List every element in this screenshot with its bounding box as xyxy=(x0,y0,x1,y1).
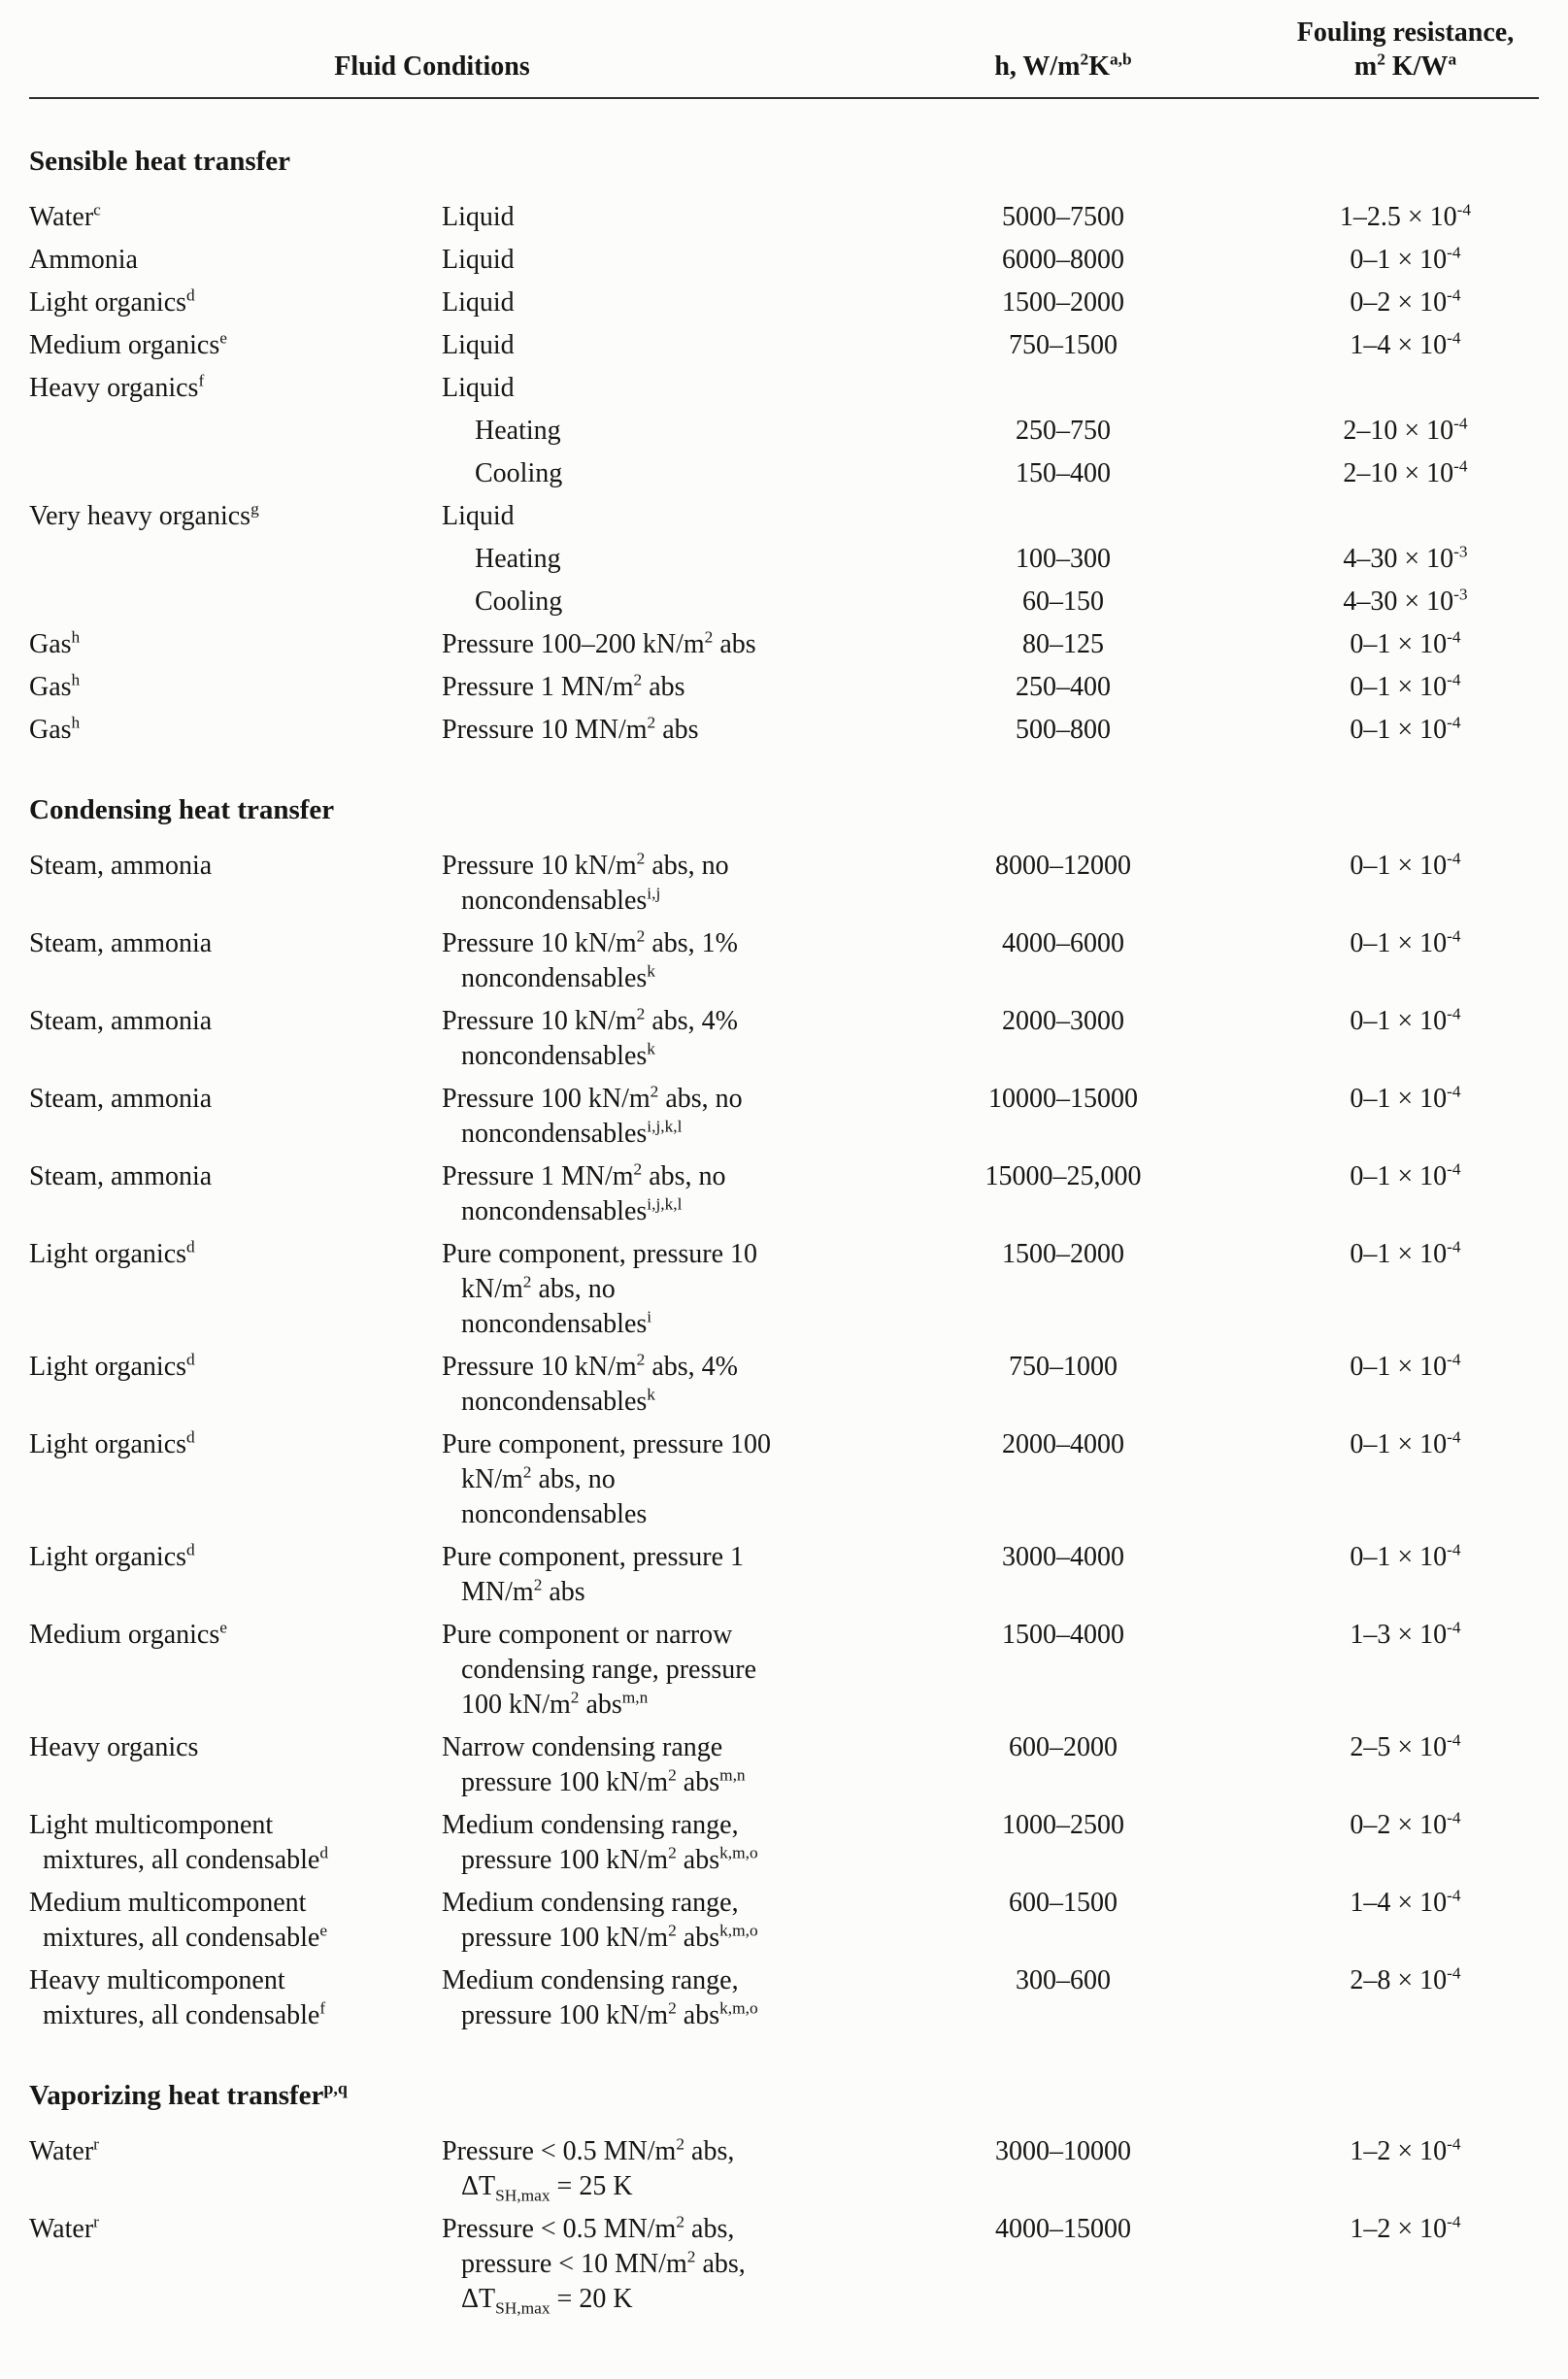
table-row xyxy=(29,1237,1539,1342)
table-row xyxy=(29,2212,1539,2317)
fouling-value-cell: $0-1 \times 10^{-4}$ xyxy=(1350,243,1461,275)
text-line: $\Delta T_{SH,max} = 25$ K xyxy=(461,2171,633,2205)
header-fouling-resistance xyxy=(1204,16,1539,84)
fouling-value-cell: $4-30 \times 10^{-3}$ xyxy=(1343,542,1468,574)
h-value-cell: 750–1000 xyxy=(1009,1352,1118,1382)
text-line: Pure component, pressure 100 xyxy=(442,1429,772,1459)
fouling-value-cell: $0-1 \times 10^{-4}$ xyxy=(1350,1350,1461,1382)
text-line: Very heavy organics$^g$ xyxy=(29,499,259,531)
condition-cell xyxy=(442,499,922,534)
table-row xyxy=(29,285,1539,320)
section-title: Sensible heat transfer xyxy=(29,146,291,177)
header-fluid-conditions: Fluid Conditions xyxy=(334,51,530,82)
text-line: pressure 100 $kN/m^2$ abs$^{m,n}$ xyxy=(461,1765,746,1797)
text-line: Medium organics$^e$ xyxy=(29,1618,227,1650)
text-line: pressure 100 $kN/m^2$ abs$^{k,m,o}$ xyxy=(461,1843,758,1875)
fouling-value-cell: $4-30 \times 10^{-3}$ xyxy=(1343,585,1468,617)
table-row xyxy=(29,1427,1539,1532)
fluid-cell xyxy=(29,1427,442,1462)
text-line: Gas$^h$ xyxy=(29,670,81,702)
fluid-cell xyxy=(29,1082,442,1117)
text-line: Pressure < 0.5 $MN/m^2$ abs, xyxy=(442,2134,735,2166)
fouling-value-cell: $0-1 \times 10^{-4}$ xyxy=(1350,1082,1461,1114)
h-value-cell: 300–600 xyxy=(1016,1965,1111,1995)
h-value-cell: 2000–3000 xyxy=(1002,1006,1124,1036)
condition-cell xyxy=(442,926,922,996)
text-line: Medium condensing range, xyxy=(442,1810,739,1840)
h-value-cell: 3000–4000 xyxy=(1002,1542,1124,1572)
condition-cell xyxy=(442,1237,922,1342)
table-row xyxy=(29,1618,1539,1723)
text-line: noncondensables$^{i,j,k,l}$ xyxy=(461,1117,683,1149)
condition-cell xyxy=(442,456,922,491)
h-value-cell: 5000–7500 xyxy=(1002,202,1124,232)
table-row xyxy=(29,926,1539,996)
h-value-cell: 500–800 xyxy=(1016,715,1111,745)
text-line: condensing range, pressure xyxy=(461,1655,757,1685)
text-line: Liquid xyxy=(442,501,515,531)
fluid-cell xyxy=(29,200,442,235)
condition-cell xyxy=(442,371,922,406)
condition-cell xyxy=(442,285,922,320)
text-line: Water$^r$ xyxy=(29,2212,99,2244)
h-value-cell: 1500–4000 xyxy=(1002,1620,1124,1650)
text-line: Liquid xyxy=(442,373,515,403)
text-line: Pressure 100 $kN/m^2$ abs, no xyxy=(442,1082,743,1114)
text-line: Liquid xyxy=(442,245,515,275)
text-line: Light organics$^d$ xyxy=(29,1237,195,1269)
condition-cell xyxy=(442,1004,922,1074)
condition-cell xyxy=(442,2212,922,2317)
condition-cell xyxy=(442,1886,922,1956)
text-line: Liquid xyxy=(442,202,515,232)
fluid-cell xyxy=(29,713,442,748)
text-line: Pressure 10 $kN/m^2$ abs, 1% xyxy=(442,926,738,958)
fluid-cell xyxy=(29,2212,442,2247)
table-row xyxy=(29,713,1539,748)
fluid-cell xyxy=(29,243,442,278)
text-line: Steam, ammonia xyxy=(29,928,213,958)
h-value-cell: 4000–15000 xyxy=(995,2214,1131,2244)
text-line: Ammonia xyxy=(29,245,138,275)
text-line: Liquid xyxy=(442,287,515,318)
text-line: noncondensables$^{i,j}$ xyxy=(461,884,661,916)
fluid-cell xyxy=(29,670,442,705)
fluid-cell xyxy=(29,926,442,961)
text-line: Gas$^h$ xyxy=(29,627,81,659)
text-line: pressure < 10 $MN/m^2$ abs, xyxy=(461,2247,746,2279)
text-line: mixtures, all condensable$^f$ xyxy=(43,1998,326,2030)
text-line: Cooling xyxy=(475,586,563,617)
fouling-value-cell: $0-1 \times 10^{-4}$ xyxy=(1350,1427,1461,1459)
table-body xyxy=(29,146,1539,2317)
text-line: Steam, ammonia xyxy=(29,1006,213,1036)
table-row xyxy=(29,849,1539,919)
condition-cell xyxy=(442,2134,922,2204)
text-line: Pure component, pressure 1 xyxy=(442,1542,745,1572)
text-line: $kN/m^2$ abs, no xyxy=(461,1272,616,1304)
text-line: 100 $kN/m^2$ abs$^{m,n}$ xyxy=(461,1688,649,1720)
text-line: Pressure 10 $kN/m^2$ abs, 4% xyxy=(442,1004,738,1036)
text-line: Pressure 1 $MN/m^2$ abs, no xyxy=(442,1159,726,1191)
h-value-cell: 1500–2000 xyxy=(1002,287,1124,318)
fluid-cell xyxy=(29,1963,442,2033)
text-line: Liquid xyxy=(442,330,515,360)
h-value-cell: 3000–10000 xyxy=(995,2136,1131,2166)
text-line: Steam, ammonia xyxy=(29,1084,213,1114)
condition-cell xyxy=(442,627,922,662)
fluid-cell xyxy=(29,1886,442,1956)
text-line: Gas$^h$ xyxy=(29,713,81,745)
condition-cell xyxy=(442,1427,922,1532)
fluid-cell xyxy=(29,1730,442,1765)
text-line: Heating xyxy=(475,544,561,574)
h-value-cell: 600–1500 xyxy=(1009,1888,1118,1918)
text-line: pressure 100 $kN/m^2$ abs$^{k,m,o}$ xyxy=(461,1921,758,1953)
text-line: noncondensables$^k$ xyxy=(461,961,655,993)
condition-cell xyxy=(442,1082,922,1152)
fouling-value-cell: $0-1 \times 10^{-4}$ xyxy=(1350,670,1461,702)
h-value-cell: 6000–8000 xyxy=(1002,245,1124,275)
text-line: Pure component or narrow xyxy=(442,1620,733,1650)
fluid-cell xyxy=(29,627,442,662)
table-row xyxy=(29,200,1539,235)
h-value-cell: 1000–2500 xyxy=(1002,1810,1124,1840)
table-row xyxy=(29,414,1539,449)
fluid-cell xyxy=(29,499,442,534)
fluid-cell xyxy=(29,1159,442,1194)
fluid-cell xyxy=(29,849,442,884)
fouling-value-cell: $1-4 \times 10^{-4}$ xyxy=(1350,1886,1461,1918)
table-row xyxy=(29,585,1539,620)
condition-cell xyxy=(442,1963,922,2033)
text-line: Pressure 10 $MN/m^2$ abs xyxy=(442,713,699,745)
fluid-cell xyxy=(29,371,442,406)
table-row xyxy=(29,1808,1539,1878)
fluid-cell xyxy=(29,1808,442,1878)
condition-cell xyxy=(442,849,922,919)
condition-cell xyxy=(442,1350,922,1420)
text-line: Medium condensing range, xyxy=(442,1888,739,1918)
text-line: Pressure 10 $kN/m^2$ abs, 4% xyxy=(442,1350,738,1382)
h-value-cell: 250–750 xyxy=(1016,416,1111,446)
fouling-value-cell: $0-1 \times 10^{-4}$ xyxy=(1350,713,1461,745)
text-line: noncondensables$^k$ xyxy=(461,1385,655,1417)
text-line: noncondensables xyxy=(461,1499,648,1529)
condition-cell xyxy=(442,1540,922,1610)
text-line: noncondensables$^{i,j,k,l}$ xyxy=(461,1194,683,1226)
fouling-value-cell: $0-1 \times 10^{-4}$ xyxy=(1350,1540,1461,1572)
condition-cell xyxy=(442,1730,922,1800)
h-value-cell: 8000–12000 xyxy=(995,851,1131,881)
table-row xyxy=(29,1886,1539,1956)
table-row xyxy=(29,1730,1539,1800)
table-row xyxy=(29,1350,1539,1420)
fouling-value-cell: $0-2 \times 10^{-4}$ xyxy=(1350,1808,1461,1840)
condition-cell xyxy=(442,328,922,363)
text-line: Pressure < 0.5 $MN/m^2$ abs, xyxy=(442,2212,735,2244)
fouling-value-cell: $1-4 \times 10^{-4}$ xyxy=(1350,328,1461,360)
fluid-cell xyxy=(29,328,442,363)
text-line: Medium multicomponent xyxy=(29,1888,307,1918)
text-line: Heavy multicomponent xyxy=(29,1965,285,1995)
h-value-cell: 2000–4000 xyxy=(1002,1429,1124,1459)
table-row xyxy=(29,328,1539,363)
text-line: $kN/m^2$ abs, no xyxy=(461,1462,616,1494)
text-line: pressure 100 $kN/m^2$ abs$^{k,m,o}$ xyxy=(461,1998,758,2030)
condition-cell xyxy=(442,200,922,235)
text-line: $MN/m^2$ abs xyxy=(461,1575,585,1607)
table-row xyxy=(29,1963,1539,2033)
table-row xyxy=(29,1082,1539,1152)
header-fouling-line2: $m^2$ $K/W^a$ xyxy=(1353,50,1457,82)
text-line: Pressure 100–200 $kN/m^2$ abs xyxy=(442,627,756,659)
text-line: noncondensables$^i$ xyxy=(461,1307,652,1339)
h-value-cell: 1500–2000 xyxy=(1002,1239,1124,1269)
section-title: Condensing heat transfer xyxy=(29,794,335,825)
fouling-value-cell: $2-5 \times 10^{-4}$ xyxy=(1350,1730,1461,1762)
h-value-cell: 10000–15000 xyxy=(988,1084,1138,1114)
fouling-value-cell: $2-10 \times 10^{-4}$ xyxy=(1343,414,1468,446)
h-value-cell: 80–125 xyxy=(1022,629,1104,659)
text-line: Pressure 10 $kN/m^2$ abs, no xyxy=(442,849,729,881)
fouling-value-cell: $0-1 \times 10^{-4}$ xyxy=(1350,1159,1461,1191)
text-line: Light organics$^d$ xyxy=(29,1350,195,1382)
condition-cell xyxy=(442,585,922,620)
fouling-value-cell: $2-10 \times 10^{-4}$ xyxy=(1343,456,1468,488)
fluid-cell xyxy=(29,1618,442,1653)
fouling-value-cell: $2-8 \times 10^{-4}$ xyxy=(1350,1963,1461,1995)
fouling-value-cell: $1-3 \times 10^{-4}$ xyxy=(1350,1618,1461,1650)
table-row xyxy=(29,627,1539,662)
fluid-cell xyxy=(29,1350,442,1385)
text-line: $\Delta T_{SH,max} = 20$ K xyxy=(461,2284,633,2318)
table-row xyxy=(29,1540,1539,1610)
table-row xyxy=(29,542,1539,577)
h-value-cell: 100–300 xyxy=(1016,544,1111,574)
header-fouling-line1: Fouling resistance, xyxy=(1296,17,1515,48)
text-line: Light multicomponent xyxy=(29,1810,274,1840)
text-line: Steam, ammonia xyxy=(29,851,213,881)
text-line: Cooling xyxy=(475,458,563,488)
fluid-cell xyxy=(29,1237,442,1272)
condition-cell xyxy=(442,1618,922,1723)
text-line: Light organics$^d$ xyxy=(29,285,195,318)
condition-cell xyxy=(442,1159,922,1229)
fouling-value-cell: $0-1 \times 10^{-4}$ xyxy=(1350,1004,1461,1036)
fouling-value-cell: $1-2 \times 10^{-4}$ xyxy=(1350,2134,1461,2166)
text-line: Pure component, pressure 10 xyxy=(442,1239,758,1269)
text-line: Steam, ammonia xyxy=(29,1161,213,1191)
condition-cell xyxy=(442,542,922,577)
text-line: Heavy organics$^f$ xyxy=(29,371,205,403)
text-line: Narrow condensing range xyxy=(442,1732,723,1762)
h-value-cell: 600–2000 xyxy=(1009,1732,1118,1762)
text-line: noncondensables$^k$ xyxy=(461,1039,655,1071)
fouling-value-cell: $0-1 \times 10^{-4}$ xyxy=(1350,849,1461,881)
table-row xyxy=(29,243,1539,278)
fouling-value-cell: $1-2 \times 10^{-4}$ xyxy=(1350,2212,1461,2244)
h-value-cell: 250–400 xyxy=(1016,672,1111,702)
text-line: Heating xyxy=(475,416,561,446)
h-value-cell: 4000–6000 xyxy=(1002,928,1124,958)
condition-cell xyxy=(442,670,922,705)
table-row xyxy=(29,1159,1539,1229)
text-line: Light organics$^d$ xyxy=(29,1540,195,1572)
fouling-value-cell: $0-2 \times 10^{-4}$ xyxy=(1350,285,1461,318)
header-h-coefficient: h, $W/m^2K^{a,b}$ xyxy=(994,50,1132,82)
text-line: Water$^c$ xyxy=(29,200,101,232)
fouling-value-cell: $0-1 \times 10^{-4}$ xyxy=(1350,1237,1461,1269)
text-line: mixtures, all condensable$^d$ xyxy=(43,1843,329,1875)
condition-cell xyxy=(442,713,922,748)
text-line: Heavy organics xyxy=(29,1732,199,1762)
fouling-value-cell: $1-2.5 \times 10^{-4}$ xyxy=(1339,200,1472,232)
fluid-cell xyxy=(29,1004,442,1039)
table-row xyxy=(29,1004,1539,1074)
fluid-cell xyxy=(29,2134,442,2169)
table-row xyxy=(29,371,1539,406)
fouling-value-cell: $0-1 \times 10^{-4}$ xyxy=(1350,926,1461,958)
text-line: mixtures, all condensable$^e$ xyxy=(43,1921,328,1953)
h-value-cell: 150–400 xyxy=(1016,458,1111,488)
table-row xyxy=(29,2134,1539,2204)
condition-cell xyxy=(442,243,922,278)
table-row xyxy=(29,456,1539,491)
text-line: Pressure 1 $MN/m^2$ abs xyxy=(442,670,685,702)
table-row xyxy=(29,499,1539,534)
text-line: Water$^r$ xyxy=(29,2134,99,2166)
table-row xyxy=(29,670,1539,705)
h-value-cell: 750–1500 xyxy=(1009,330,1118,360)
fouling-value-cell: $0-1 \times 10^{-4}$ xyxy=(1350,627,1461,659)
text-line: Medium organics$^e$ xyxy=(29,328,227,360)
table-header xyxy=(29,16,1539,99)
h-value-cell: 15000–25,000 xyxy=(984,1161,1142,1191)
h-value-cell: 60–150 xyxy=(1022,586,1104,617)
section-title: Vaporizing heat transfer$^{p,q}$ xyxy=(29,2078,348,2111)
text-line: Light organics$^d$ xyxy=(29,1427,195,1459)
fluid-cell xyxy=(29,285,442,320)
fluid-cell xyxy=(29,1540,442,1575)
text-line: Medium condensing range, xyxy=(442,1965,739,1995)
condition-cell xyxy=(442,414,922,449)
condition-cell xyxy=(442,1808,922,1878)
